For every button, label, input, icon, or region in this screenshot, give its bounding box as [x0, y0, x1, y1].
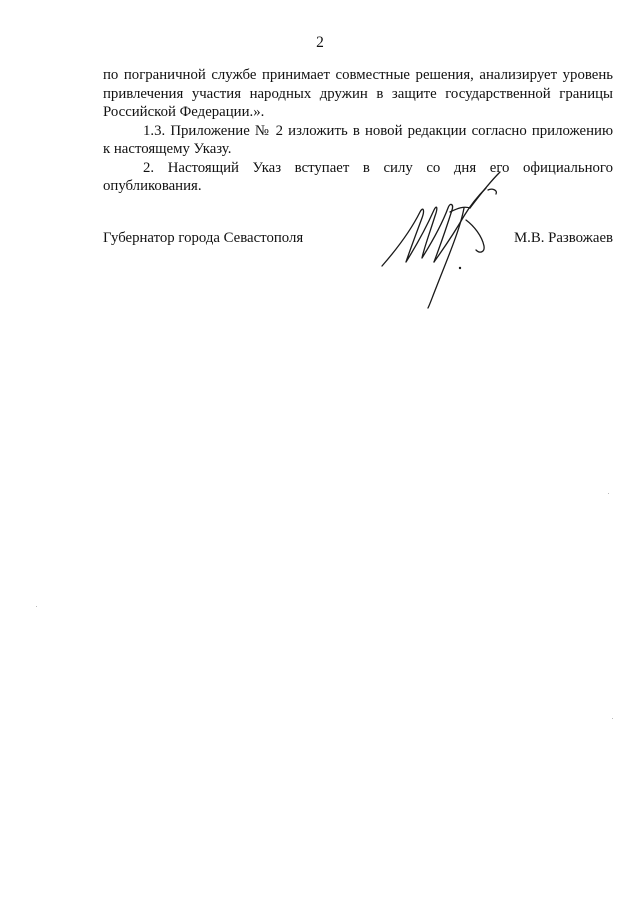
- text-line: 2. Настоящий Указ вступает в силу со дня его официального: [143, 159, 613, 176]
- text-line: привлечения участия народных дружин в защите государственной границы: [103, 85, 613, 102]
- text-line: к настоящему Указу.: [103, 141, 232, 157]
- text-line: опубликования.: [103, 178, 202, 194]
- signatory-name: М.В. Развожаев: [513, 230, 613, 246]
- paragraph-clause-2: [103, 159, 613, 196]
- scan-speck: [36, 606, 37, 607]
- text-line: Российской Федерации.».: [103, 104, 265, 120]
- scan-speck: [612, 718, 613, 719]
- paragraph-continuation: [103, 66, 613, 122]
- text-line: по пограничной службе принимает совместные решения, анализирует уровень: [103, 67, 613, 83]
- signatory-position: Губернатор города Севастополя: [103, 230, 304, 246]
- page-number: 2: [316, 34, 324, 51]
- text-line: 1.3. Приложение № 2 изложить в новой редакции согласно приложению: [143, 122, 613, 139]
- paragraph-clause-1-3: [103, 122, 613, 159]
- document-body: [103, 66, 613, 196]
- scan-speck: [608, 493, 609, 494]
